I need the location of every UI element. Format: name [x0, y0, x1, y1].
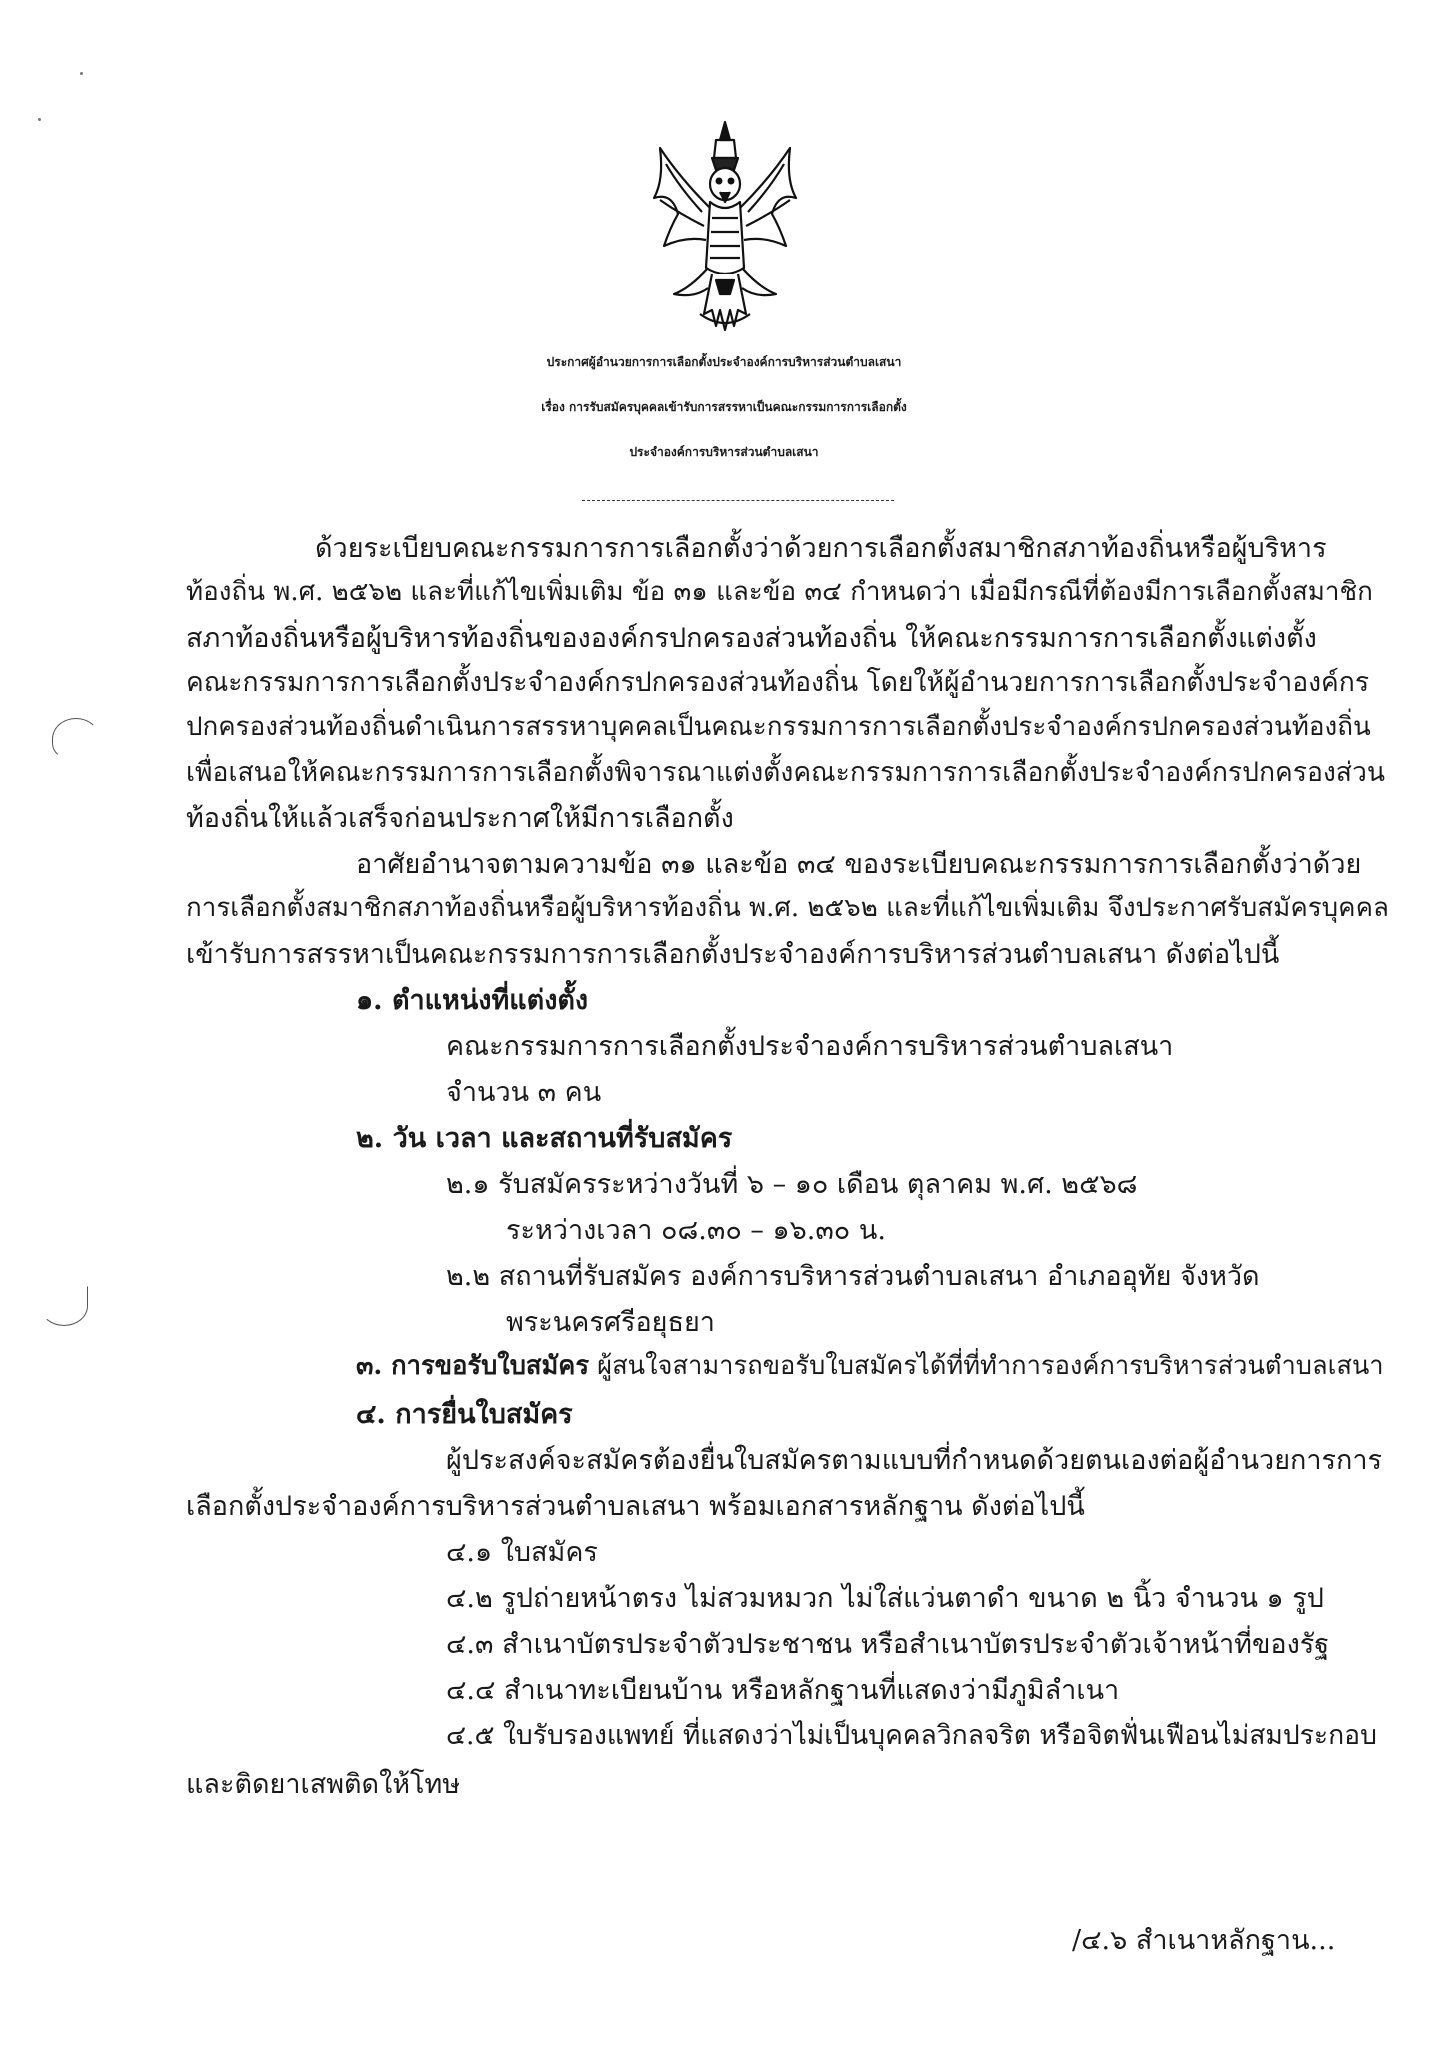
para1-line: คณะกรรมการการเลือกตั้งประจำองค์กรปกครองส่วนท้องถิ่น โดยให้ผู้อำนวยการการเลือกตั้งประจำองค์กร — [186, 667, 1370, 698]
punch-hole-mark — [52, 718, 100, 760]
para2-line: อาศัยอำนาจตามความข้อ ๓๑ และข้อ ๓๔ ของระเบียบคณะกรรมการการเลือกตั้งว่าด้วย — [356, 849, 1362, 880]
garuda-emblem-icon — [650, 118, 800, 338]
para1-line: ปกครองส่วนท้องถิ่นดำเนินการสรรหาบุคคลเป็นคณะกรรมการการเลือกตั้งประจำองค์กรปกครองส่วนท้องถิ่น — [186, 712, 1371, 742]
scan-speck — [80, 72, 83, 75]
section-2-line: ๒.๑ รับสมัครระหว่างวันที่ ๖ – ๑๐ เดือน ตุลาคม พ.ศ. ๒๕๖๘ — [446, 1169, 1138, 1200]
section-2-line: ๒.๒ สถานที่รับสมัคร องค์การบริหารส่วนตำบลเสนา อำเภออุทัย จังหวัด — [446, 1261, 1260, 1292]
title-line-3: ประจำองค์การบริหารส่วนตำบลเสนา — [629, 445, 819, 459]
section-4-item: ๔.๕ ใบรับรองแพทย์ ที่แสดงว่าไม่เป็นบุคคลวิกลจริต หรือจิตฟั่นเฟือนไม่สมประกอบ — [446, 1720, 1377, 1751]
section-1-line: คณะกรรมการการเลือกตั้งประจำองค์การบริหารส่วนตำบลเสนา — [446, 1031, 1174, 1062]
para1-line: ท้องถิ่นให้แล้วเสร็จก่อนประกาศให้มีการเลือกตั้ง — [186, 803, 734, 834]
title-line-1: ประกาศผู้อำนวยการการเลือกตั้งประจำองค์การบริหารส่วนตำบลเสนา — [546, 355, 902, 369]
title-separator — [582, 500, 894, 501]
section-2-line: พระนครศรีอยุธยา — [506, 1307, 715, 1338]
section-1-line: จำนวน ๓ คน — [446, 1077, 602, 1108]
section-4-intro: เลือกตั้งประจำองค์การบริหารส่วนตำบลเสนา พร้อมเอกสารหลักฐาน ดังต่อไปนี้ — [186, 1491, 1085, 1522]
section-3-line — [356, 1346, 1384, 1386]
section-4-item: ๔.๔ สำเนาทะเบียนบ้าน หรือหลักฐานที่แสดงว่ามีภูมิลำเนา — [446, 1675, 1120, 1706]
scan-speck — [38, 118, 41, 121]
section-2-heading: ๒. วัน เวลา และสถานที่รับสมัคร — [356, 1123, 733, 1154]
section-4-intro: ผู้ประสงค์จะสมัครต้องยื่นใบสมัครตามแบบที่กำหนดด้วยตนเองต่อผู้อำนวยการการ — [446, 1445, 1383, 1476]
para1-line: ท้องถิ่น พ.ศ. ๒๕๖๒ และที่แก้ไขเพิ่มเติม ข้อ ๓๑ และข้อ ๓๔ กำหนดว่า เมื่อมีกรณีที่ต้องมีการเลือกตั้งสมาชิก — [186, 577, 1373, 607]
punch-hole-mark — [40, 1286, 88, 1326]
para2-line: การเลือกตั้งสมาชิกสภาท้องถิ่นหรือผู้บริหารท้องถิ่น พ.ศ. ๒๕๖๒ และที่แก้ไขเพิ่มเติม จึงประกาศรับสมัครบุคคล — [186, 893, 1389, 923]
para1-line: เพื่อเสนอให้คณะกรรมการการเลือกตั้งพิจารณาแต่งตั้งคณะกรรมการการเลือกตั้งประจำองค์กรปกครองส่วน — [186, 757, 1385, 788]
section-4-item-continued: และติดยาเสพติดให้โทษ — [186, 1769, 461, 1800]
section-3-heading: ๓. การขอรับใบสมัคร — [356, 1351, 590, 1381]
para1-line: สภาท้องถิ่นหรือผู้บริหารท้องถิ่นขององค์กรปกครองส่วนท้องถิ่น ให้คณะกรรมการการเลือกตั้งแต่งตั้ง — [186, 623, 1317, 654]
title-line-2: เรื่อง การรับสมัครบุคคลเข้ารับการสรรหาเป็นคณะกรรมการการเลือกตั้ง — [541, 400, 907, 414]
section-4-heading: ๔. การยื่นใบสมัคร — [356, 1399, 573, 1430]
section-3-text: ผู้สนใจสามารถขอรับใบสมัครได้ที่ที่ทำการองค์การบริหารส่วนตำบลเสนา — [589, 1351, 1384, 1381]
section-4-item: ๔.๓ สำเนาบัตรประจำตัวประชาชน หรือสำเนาบัตรประจำตัวเจ้าหน้าที่ของรัฐ — [446, 1629, 1330, 1660]
page-continuation: /๔.๖ สำเนาหลักฐาน... — [1072, 1925, 1336, 1956]
section-1-heading: ๑. ตำแหน่งที่แต่งตั้ง — [356, 985, 589, 1016]
para2-line: เข้ารับการสรรหาเป็นคณะกรรมการการเลือกตั้งประจำองค์การบริหารส่วนตำบลเสนา ดังต่อไปนี้ — [186, 939, 1280, 970]
para1-line: ด้วยระเบียบคณะกรรมการการเลือกตั้งว่าด้วยการเลือกตั้งสมาชิกสภาท้องถิ่นหรือผู้บริหาร — [315, 533, 1327, 564]
section-4-item: ๔.๑ ใบสมัคร — [446, 1537, 598, 1568]
section-4-item: ๔.๒ รูปถ่ายหน้าตรง ไม่สวมหมวก ไม่ใส่แว่นตาดำ ขนาด ๒ นิ้ว จำนวน ๑ รูป — [446, 1583, 1324, 1614]
section-2-line: ระหว่างเวลา ๐๘.๓๐ – ๑๖.๓๐ น. — [506, 1215, 886, 1246]
